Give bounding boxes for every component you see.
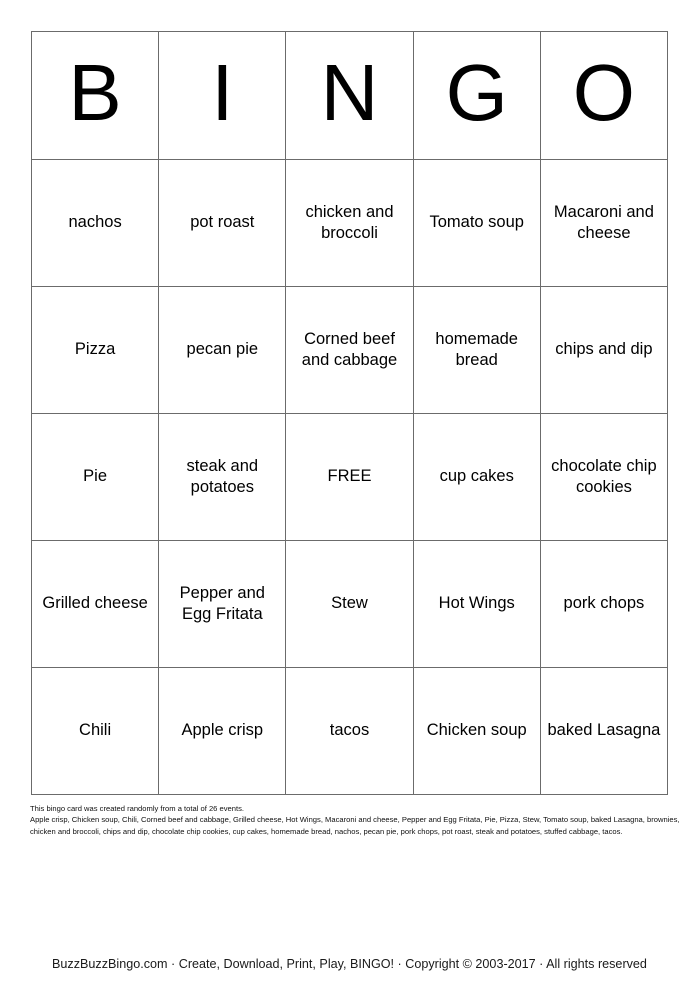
bingo-cell[interactable] bbox=[159, 541, 286, 668]
bingo-cell[interactable] bbox=[414, 287, 541, 414]
bingo-cell[interactable] bbox=[414, 541, 541, 668]
bingo-cell-label: chocolate chip cookies bbox=[551, 456, 657, 496]
bingo-cell-label: nachos bbox=[68, 213, 122, 232]
bingo-cell-label: cup cakes bbox=[439, 467, 514, 486]
bingo-cell-label: Apple crisp bbox=[181, 721, 264, 740]
bingo-cell[interactable] bbox=[159, 414, 286, 541]
bingo-cell-label: Stew bbox=[331, 594, 368, 613]
bingo-cell-label: Hot Wings bbox=[438, 594, 515, 613]
bingo-cell-label: Tomato soup bbox=[429, 213, 524, 232]
bingo-cell[interactable] bbox=[159, 160, 286, 287]
bingo-cell[interactable] bbox=[541, 287, 668, 414]
bingo-cell-label: pecan pie bbox=[186, 340, 259, 359]
bingo-cell[interactable] bbox=[541, 414, 668, 541]
bingo-header-letter-o: O bbox=[541, 32, 668, 160]
bingo-cell-label: homemade bread bbox=[435, 329, 518, 369]
bingo-header-letter-g: G bbox=[414, 32, 541, 160]
bingo-cell[interactable] bbox=[541, 160, 668, 287]
bingo-cell[interactable] bbox=[32, 287, 159, 414]
bingo-cell[interactable] bbox=[159, 287, 286, 414]
bingo-cell-label: chicken and broccoli bbox=[305, 202, 394, 242]
bingo-cell[interactable] bbox=[32, 541, 159, 668]
bingo-header-letter-n: N bbox=[286, 32, 413, 160]
fine-print-event-list: Apple crisp, Chicken soup, Chili, Corned beef and cabbage, Grilled cheese, Hot Wings, Macaroni and cheese, Pepper and Egg Fritata, Pie, Pizza, Stew, Tomato soup, baked Lasagna, brownies, chicken and broccoli, chips and dip, chocolate chip cookies, cup cakes, homemade bread, nachos, pecan pie, pork chops, pot roast, steak and potatoes, stuffed cabbage, tacos. bbox=[30, 815, 680, 836]
bingo-grid bbox=[31, 31, 668, 795]
fine-print-line-1: This bingo card was created randomly from a total of 26 events. bbox=[30, 804, 244, 813]
bingo-cell[interactable] bbox=[159, 668, 286, 795]
bingo-cell[interactable] bbox=[32, 668, 159, 795]
bingo-cell[interactable] bbox=[286, 160, 413, 287]
bingo-header-letter-i: I bbox=[159, 32, 286, 160]
bingo-row bbox=[32, 541, 668, 668]
bingo-cell-free[interactable] bbox=[286, 414, 413, 541]
fine-print bbox=[30, 803, 690, 837]
bingo-cell-label: chips and dip bbox=[555, 340, 653, 359]
bingo-cell[interactable] bbox=[414, 668, 541, 795]
bingo-cell[interactable] bbox=[541, 668, 668, 795]
bingo-row bbox=[32, 414, 668, 541]
bingo-cell-label: Chili bbox=[79, 721, 112, 740]
bingo-cell-label: Pie bbox=[83, 467, 108, 486]
bingo-cell[interactable] bbox=[541, 541, 668, 668]
bingo-cell-label: Grilled cheese bbox=[42, 594, 148, 613]
bingo-cell-label: baked Lasagna bbox=[547, 721, 661, 740]
bingo-row bbox=[32, 668, 668, 795]
bingo-row bbox=[32, 160, 668, 287]
bingo-cell-label: Pizza bbox=[74, 340, 116, 359]
bingo-cell-label: pork chops bbox=[563, 594, 645, 613]
bingo-cell[interactable] bbox=[414, 160, 541, 287]
bingo-cell-label: Chicken soup bbox=[426, 721, 527, 740]
bingo-cell-label: pot roast bbox=[190, 213, 255, 232]
bingo-cell-label: Macaroni and cheese bbox=[553, 202, 654, 242]
bingo-cell[interactable] bbox=[286, 287, 413, 414]
bingo-cell-label: steak and potatoes bbox=[186, 456, 259, 496]
bingo-cell-label: Corned beef and cabbage bbox=[301, 329, 398, 369]
bingo-cell[interactable] bbox=[32, 414, 159, 541]
bingo-cell-label: Pepper and Egg Fritata bbox=[179, 583, 265, 623]
bingo-cell[interactable] bbox=[286, 668, 413, 795]
bingo-cell[interactable] bbox=[286, 541, 413, 668]
bingo-cell-label: tacos bbox=[329, 721, 370, 740]
bingo-cell-label: FREE bbox=[327, 467, 372, 486]
bingo-header-letter-b: B bbox=[32, 32, 159, 160]
footer-copyright: BuzzBuzzBingo.com · Create, Download, Print, Play, BINGO! · Copyright © 2003-2017 · All rights reserved bbox=[52, 957, 647, 971]
bingo-cell[interactable] bbox=[32, 160, 159, 287]
bingo-header-row bbox=[32, 32, 668, 160]
bingo-cell[interactable] bbox=[414, 414, 541, 541]
bingo-row bbox=[32, 287, 668, 414]
